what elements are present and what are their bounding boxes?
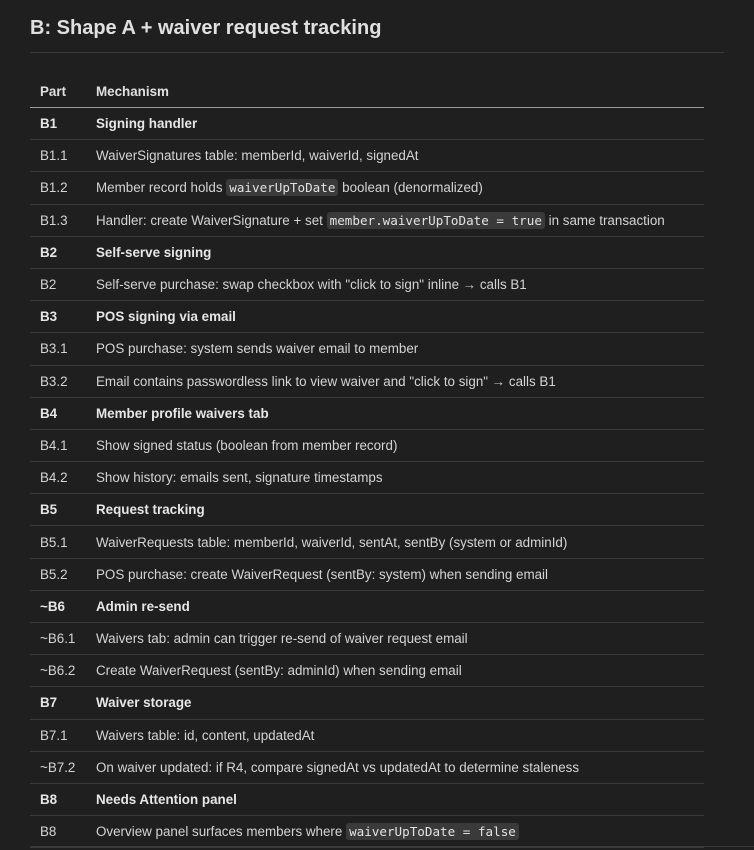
mechanism-cell: Show signed status (boolean from member record) (86, 429, 704, 461)
mechanism-cell: Waivers table: id, content, updatedAt (86, 719, 704, 751)
table-group-row (30, 108, 704, 140)
mechanism-cell: Create WaiverRequest (sentBy: adminId) when sending email (86, 655, 704, 687)
table-row (30, 204, 704, 236)
mechanism-text: Handler: create WaiverSignature + set (96, 212, 327, 228)
table-row (30, 365, 704, 397)
table-row (30, 526, 704, 558)
part-cell: B4.2 (30, 462, 86, 494)
part-cell: B3 (30, 301, 86, 333)
mechanism-cell: Request tracking (86, 494, 704, 526)
inline-code: member.waiverUpToDate = true (327, 212, 545, 229)
mechanism-cell: Show history: emails sent, signature timestamps (86, 462, 704, 494)
inline-code: waiverUpToDate = false (346, 823, 519, 840)
table-header-row (30, 75, 704, 108)
column-header-part: Part (30, 75, 86, 108)
mechanism-cell: POS purchase: create WaiverRequest (sentBy: system) when sending email (86, 558, 704, 590)
mechanism-text: Overview panel surfaces members where (96, 824, 347, 840)
table-group-row (30, 301, 704, 333)
part-cell: B7.1 (30, 719, 86, 751)
part-cell: B1.1 (30, 140, 86, 172)
table-row (30, 268, 704, 300)
table-row (30, 429, 704, 461)
mechanism-cell: Email contains passwordless link to view waiver and "click to sign" → calls B1 (86, 365, 704, 397)
table-row (30, 172, 704, 204)
mechanism-cell: Member profile waivers tab (86, 397, 704, 429)
table-row (30, 333, 704, 365)
mechanism-cell: POS purchase: system sends waiver email to member (86, 333, 704, 365)
part-cell: B3.2 (30, 365, 86, 397)
table-row (30, 655, 704, 687)
part-cell: ~B6 (30, 590, 86, 622)
mechanism-cell: WaiverRequests table: memberId, waiverId, sentAt, sentBy (system or adminId) (86, 526, 704, 558)
table-group-row (30, 590, 704, 622)
mechanism-text: Member record holds (96, 180, 227, 196)
part-cell: B4.1 (30, 429, 86, 461)
bottom-divider (30, 846, 754, 847)
part-cell: B8 (30, 816, 86, 848)
table-group-row (30, 236, 704, 268)
mechanism-text: in same transaction (544, 212, 665, 228)
part-cell: B2 (30, 236, 86, 268)
mechanism-cell: Signing handler (86, 108, 704, 140)
table-row (30, 462, 704, 494)
mechanism-cell: Needs Attention panel (86, 783, 704, 815)
part-cell: B2 (30, 268, 86, 300)
part-cell: B1.2 (30, 172, 86, 204)
section-title: B: Shape A + waiver request tracking (30, 0, 724, 53)
mechanism-cell: On waiver updated: if R4, compare signedAt vs updatedAt to determine staleness (86, 751, 704, 783)
column-header-mechanism: Mechanism (86, 75, 704, 108)
mechanism-cell (86, 204, 704, 236)
table-row (30, 719, 704, 751)
table-group-row (30, 494, 704, 526)
table-row (30, 140, 704, 172)
part-cell: B8 (30, 783, 86, 815)
part-cell: B5.1 (30, 526, 86, 558)
part-cell: B4 (30, 397, 86, 429)
mechanism-cell: Waiver storage (86, 687, 704, 719)
table-row (30, 751, 704, 783)
part-cell: B1 (30, 108, 86, 140)
table-group-row (30, 397, 704, 429)
inline-code: waiverUpToDate (226, 179, 338, 196)
mechanism-text: boolean (denormalized) (338, 180, 483, 196)
mechanism-cell: Self-serve purchase: swap checkbox with "click to sign" inline → calls B1 (86, 268, 704, 300)
part-cell: B1.3 (30, 204, 86, 236)
part-cell: ~B6.2 (30, 655, 86, 687)
mechanism-cell (86, 172, 704, 204)
mechanism-table (30, 75, 704, 848)
table-row (30, 816, 704, 848)
table-body (30, 108, 704, 848)
mechanism-cell: Self-serve signing (86, 236, 704, 268)
part-cell: ~B6.1 (30, 623, 86, 655)
mechanism-cell: WaiverSignatures table: memberId, waiverId, signedAt (86, 140, 704, 172)
mechanism-cell: POS signing via email (86, 301, 704, 333)
table-row (30, 558, 704, 590)
mechanism-cell (86, 816, 704, 848)
table-group-row (30, 783, 704, 815)
table-group-row (30, 687, 704, 719)
part-cell: B3.1 (30, 333, 86, 365)
part-cell: B5 (30, 494, 86, 526)
mechanism-cell: Admin re-send (86, 590, 704, 622)
mechanism-cell: Waivers tab: admin can trigger re-send of waiver request email (86, 623, 704, 655)
part-cell: B7 (30, 687, 86, 719)
part-cell: ~B7.2 (30, 751, 86, 783)
part-cell: B5.2 (30, 558, 86, 590)
table-row (30, 623, 704, 655)
